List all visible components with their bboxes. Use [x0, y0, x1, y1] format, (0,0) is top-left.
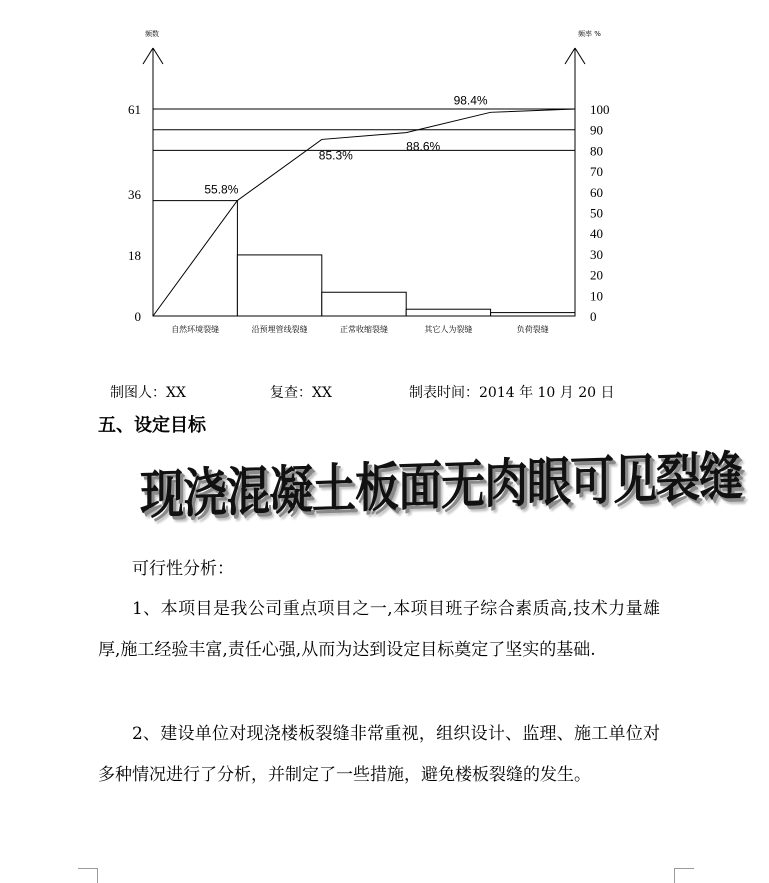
- category-label: 沿预埋管线裂缝: [251, 325, 308, 334]
- left-ticks: [128, 102, 142, 324]
- goal-art-title: 现浇混凝土板面无肉眼可见裂缝: [140, 446, 742, 527]
- percent-label: 98.4%: [453, 93, 488, 108]
- date-text: 制表时间：2014 年 10 月 20 日: [409, 385, 615, 401]
- reference-lines: [153, 109, 575, 150]
- category-label: 其它人为裂缝: [424, 325, 473, 334]
- bar-2: [322, 292, 406, 316]
- right-tick-label: 50: [590, 205, 603, 221]
- right-tick-label: 0: [590, 309, 597, 324]
- right-tick-label: 40: [590, 226, 603, 242]
- right-tick-label: 100: [590, 102, 610, 117]
- right-tick-label: 90: [590, 122, 603, 138]
- percent-label: 88.6%: [406, 139, 441, 154]
- percent-label: 55.8%: [204, 182, 239, 197]
- bar-3: [406, 309, 490, 316]
- category-label: 正常收缩裂缝: [340, 325, 388, 334]
- page-corner-mark-right-h: [674, 868, 694, 869]
- chart-meta: [110, 382, 730, 402]
- right-axis-label: 频率 %: [578, 30, 601, 38]
- bar-4: [491, 313, 575, 316]
- left-tick-label: 36: [128, 186, 141, 202]
- category-label: 负荷裂缝: [516, 325, 549, 334]
- left-tick-label: 18: [128, 247, 141, 263]
- bar-1: [237, 255, 321, 316]
- page-corner-mark-left-h: [78, 868, 98, 869]
- reviewer-text: 复查：XX: [270, 385, 332, 401]
- maker-text: 制图人：XX: [110, 385, 186, 401]
- right-tick-label: 20: [590, 267, 603, 283]
- paragraph-2: 2、建设单位对现浇楼板裂缝非常重视，组织设计、监理、施工单位对多种情况进行了分析，并制定了一些措施，避免楼板裂缝的发生。: [98, 724, 660, 785]
- pareto-chart: [0, 0, 769, 380]
- section-heading: 五、设定目标: [98, 415, 206, 436]
- right-ticks: [590, 102, 610, 324]
- right-tick-label: 10: [590, 288, 603, 304]
- paragraph-1: 1、本项目是我公司重点项目之一,本项目班子综合素质高,技术力量雄厚,施工经验丰富,责任心强,从而为达到设定目标奠定了坚实的基础.: [98, 599, 660, 660]
- right-tick-label: 80: [590, 143, 603, 159]
- category-labels: [171, 324, 549, 334]
- left-tick-label: 0: [134, 309, 141, 324]
- feasibility-label: 可行性分析：: [132, 559, 234, 579]
- left-tick-label: 61: [128, 102, 141, 117]
- category-label: 自然环境裂缝: [171, 325, 220, 334]
- bars: [153, 201, 575, 316]
- page-corner-mark-right: [674, 868, 675, 883]
- right-tick-label: 70: [590, 164, 603, 180]
- percent-label: 85.3%: [318, 148, 353, 163]
- page-corner-mark-left: [97, 868, 98, 883]
- right-axis: [565, 48, 585, 316]
- right-tick-label: 60: [590, 184, 603, 200]
- left-axis-label: 频数: [145, 30, 159, 38]
- right-tick-label: 30: [590, 246, 603, 262]
